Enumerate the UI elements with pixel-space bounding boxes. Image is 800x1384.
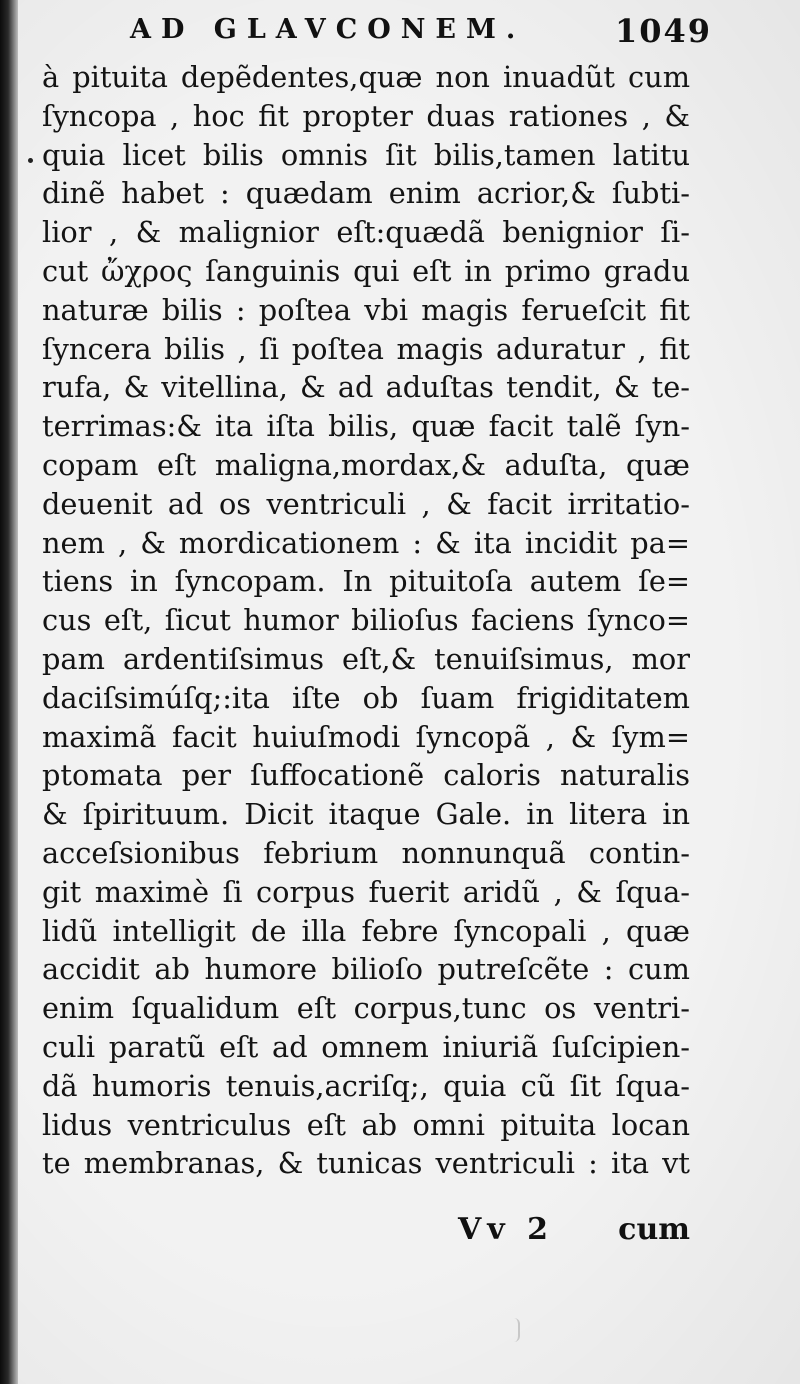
text-line: lior , & malignior eſt:quædã benignior ſi- [42, 215, 690, 250]
text-line: accidit ab humore bilioſo putreſcẽte : cum [42, 952, 690, 987]
signature-mark: Vv 2 [458, 1212, 555, 1247]
page-footer [42, 1212, 690, 1252]
text-line: & ſpirituum. Dicit itaque Gale. in litera in [42, 797, 690, 832]
text-line: copam eſt maligna,mordax,& aduſta, quæ [42, 447, 690, 482]
text-line: lidũ intelligit de illa febre ſyncopali , quæ [42, 913, 690, 948]
text-line: lidus ventriculus eſt ab omni pituita locan [42, 1107, 690, 1142]
text-line: à pituita depẽdentes,quæ non inuadũt cum [42, 60, 690, 94]
page-number: 1049 [614, 12, 712, 50]
text-line: acceſsionibus febrium nonnunquã contin- [42, 835, 690, 870]
book-page [18, 0, 800, 1384]
text-line: cut ὤχρος ſanguinis qui eſt in primo gradu [42, 253, 690, 288]
text-line: daciſsimúſq;:ita iſte ob ſuam frigiditatem [42, 680, 690, 715]
text-line: rufa, & vitellina, & ad aduſtas tendit, & te- [42, 370, 690, 405]
text-line: naturæ bilis : poſtea vbi magis ferueſcit fit [42, 292, 690, 327]
text-line: maximã facit huiuſmodi ſyncopã , & ſym= [42, 719, 690, 754]
text-line: culi paratũ eſt ad omnem iniuriã ſuſcipien- [42, 1029, 690, 1064]
text-line: quia licet bilis omnis ſit bilis,tamen latitu [42, 137, 690, 172]
text-line: git maximè ſi corpus fuerit aridũ , & ſqua- [42, 874, 690, 909]
body-text [42, 58, 690, 1183]
text-line: ptomata per ſuffocationẽ caloris naturalis [42, 758, 690, 793]
text-line: dinẽ habet : quædam enim acrior,& ſubti- [42, 176, 690, 211]
text-line: dã humoris tenuis,acriſq;, quia cũ ſit ſqua- [42, 1068, 690, 1103]
text-line: ſyncopa , hoc fit propter duas rationes , & [42, 98, 690, 133]
text-line: pam ardentiſsimus eſt,& tenuiſsimus, mor [42, 641, 690, 676]
catchword: cum [618, 1212, 690, 1247]
text-line: ſyncera bilis , ſi poſtea magis aduratur , fit [42, 331, 690, 366]
text-line: tiens in ſyncopam. In pituitoſa autem ſe= [42, 564, 690, 599]
text-line: terrimas:& ita iſta bilis, quæ facit talẽ ſyn- [42, 409, 690, 444]
text-line: cus eſt, ſicut humor bilioſus faciens ſynco= [42, 603, 690, 638]
scan-edge [0, 0, 18, 1384]
ink-speck [28, 158, 33, 163]
running-head: AD GLAVCONEM. [130, 14, 526, 45]
paper-blemish [514, 1318, 520, 1342]
text-line: te membranas, & tunicas ventriculi : ita vt [42, 1146, 690, 1181]
text-line: enim ſqualidum eſt corpus,tunc os ventri- [42, 991, 690, 1026]
text-line: nem , & mordicationem : & ita incidit pa= [42, 525, 690, 560]
text-line: deuenit ad os ventriculi , & facit irritatio- [42, 486, 690, 521]
